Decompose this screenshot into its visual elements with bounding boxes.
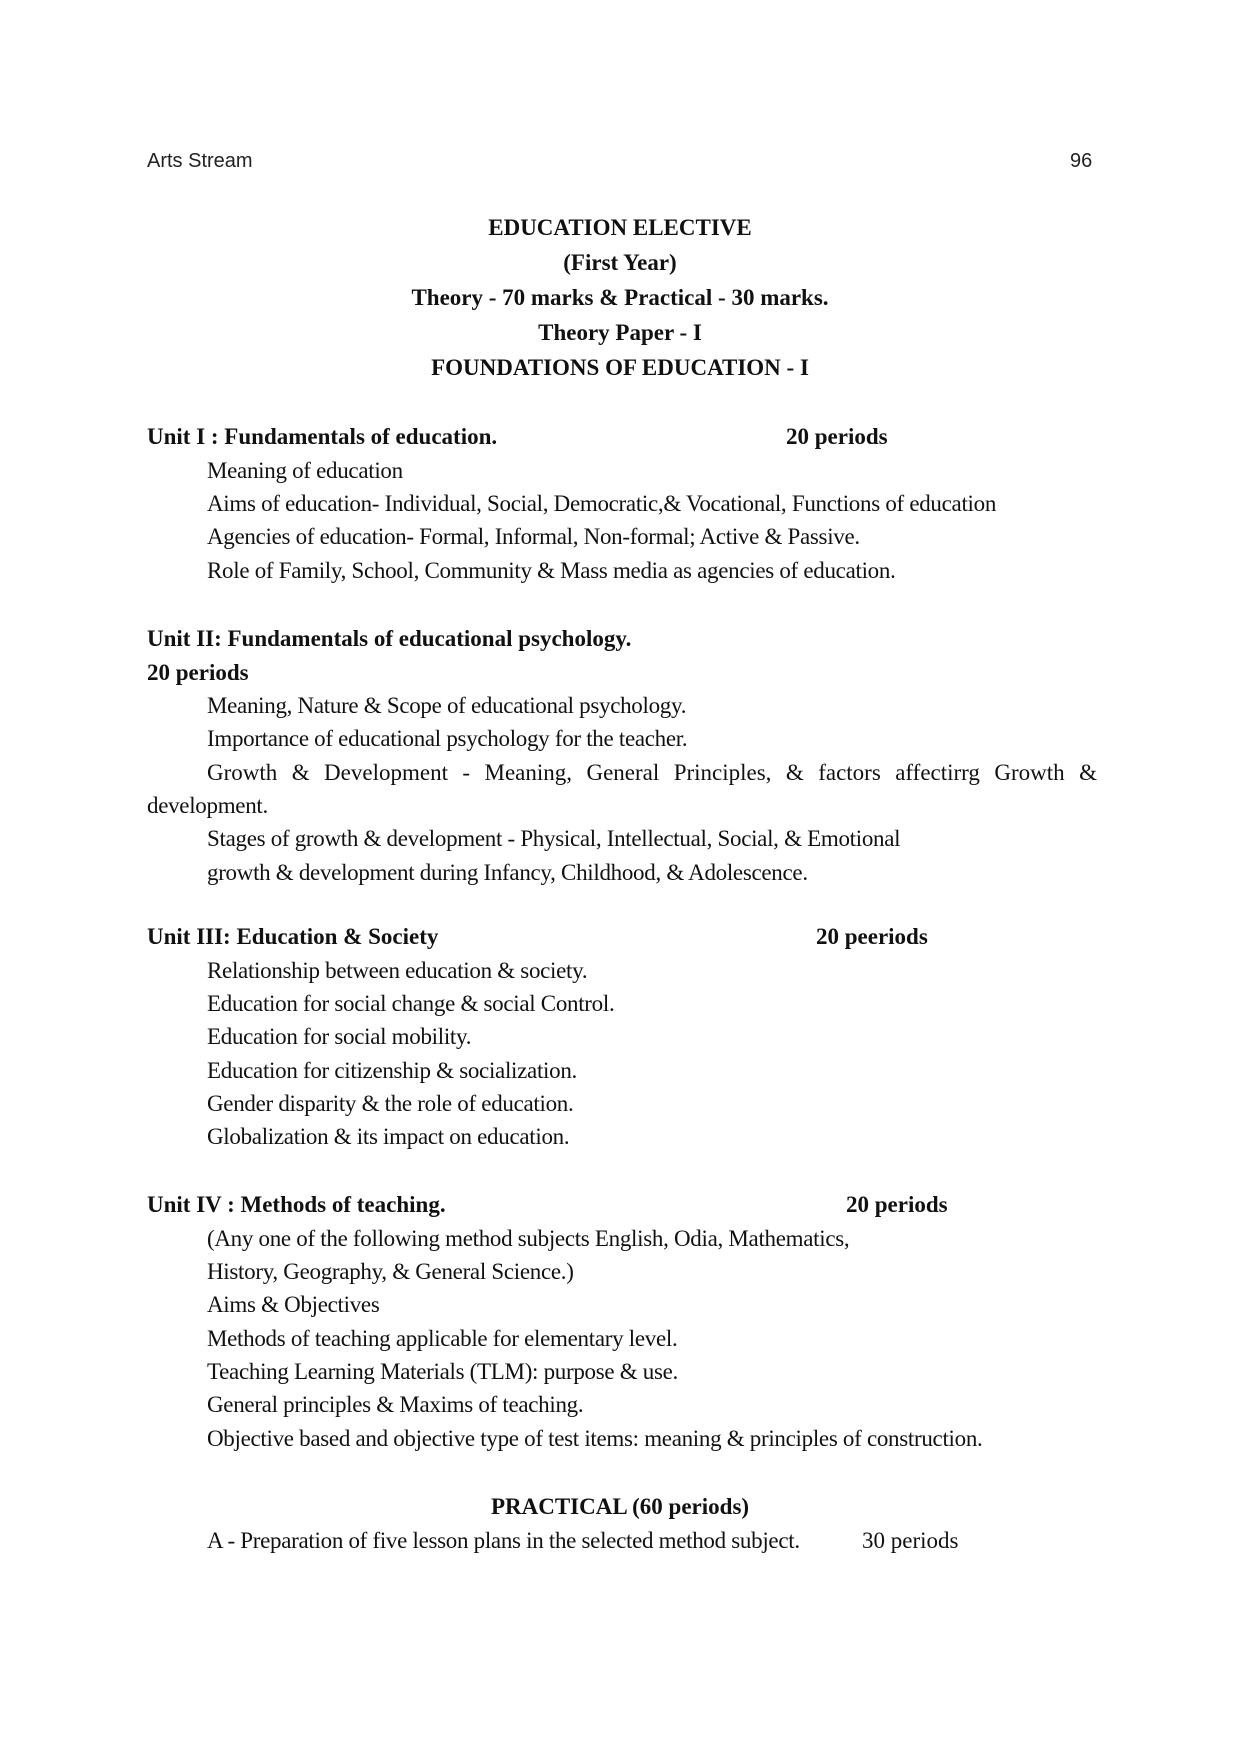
unit-2-growth-line [207,760,1097,786]
unit-1-item: Aims of education- Individual, Social, Democratic,& Vocational, Functions of education [207,491,997,516]
unit-4-heading: Unit IV : Methods of teaching. [147,1192,446,1217]
unit-4-item: Objective based and objective type of test items: meaning & principles of construction. [207,1426,983,1451]
word: - [462,760,471,785]
unit-2-periods: 20 periods [147,660,249,685]
word: Growth [994,760,1065,785]
unit-4-item: Teaching Learning Materials (TLM): purpose & use. [207,1359,679,1384]
unit-3-item: Education for social mobility. [207,1024,472,1049]
unit-3-item: Globalization & its impact on education. [207,1124,570,1149]
unit-3-periods: 20 peeriods [816,924,928,949]
unit-2-growth-continuation: development. [147,793,268,818]
unit-2-heading: Unit II: Fundamentals of educational psychology. [147,626,632,651]
word: Principles, [673,760,772,785]
marks-distribution: Theory - 70 marks & Practical - 30 marks. [411,285,829,310]
unit-4-periods: 20 periods [846,1192,948,1217]
unit-1-heading: Unit I : Fundamentals of education. [147,424,498,449]
unit-3-item: Education for social change & social Control. [207,991,615,1016]
word: General [586,760,660,785]
word: affectirrg [895,760,980,785]
unit-4-item: Aims & Objectives [207,1292,380,1317]
unit-3-item: Gender disparity & the role of education. [207,1091,574,1116]
word: Meaning, [484,760,573,785]
unit-2-item: Importance of educational psychology for the teacher. [207,726,688,751]
unit-1-periods: 20 periods [786,424,888,449]
practical-heading: PRACTICAL (60 periods) [490,1494,750,1519]
word: & [1079,760,1097,785]
unit-4-item: (Any one of the following method subjects English, Odia, Mathematics, [207,1226,850,1251]
unit-4-item: History, Geography, & General Science.) [207,1259,574,1284]
unit-3-item: Education for citizenship & socialization. [207,1058,577,1083]
word: Growth [207,760,278,785]
course-year: (First Year) [563,250,677,275]
unit-2-item: Meaning, Nature & Scope of educational psychology. [207,693,687,718]
unit-1-item: Agencies of education- Formal, Informal, Non-formal; Active & Passive. [207,524,860,549]
unit-4-item: General principles & Maxims of teaching. [207,1392,584,1417]
page-number: 96 [1070,150,1093,172]
unit-4-item: Methods of teaching applicable for elementary level. [207,1326,678,1351]
unit-3-heading: Unit III: Education & Society [147,924,439,949]
course-title: EDUCATION ELECTIVE [488,215,752,240]
unit-3-item: Relationship between education & society. [207,958,588,983]
practical-item-a: A - Preparation of five lesson plans in the selected method subject. [207,1528,800,1553]
unit-1-item: Meaning of education [207,458,403,483]
practical-item-a-periods: 30 periods [862,1528,959,1553]
unit-1-item: Role of Family, School, Community & Mass media as agencies of education. [207,558,896,583]
paper-subject: FOUNDATIONS OF EDUCATION - I [431,355,809,380]
word: Development [324,760,448,785]
word: & [785,760,804,785]
unit-2-item: Stages of growth & development - Physical, Intellectual, Social, & Emotional [207,826,901,851]
word: factors [818,760,881,785]
paper-title: Theory Paper - I [538,320,702,345]
unit-2-item: growth & development during Infancy, Childhood, & Adolescence. [207,860,808,885]
running-header-stream: Arts Stream [147,150,253,172]
word: & [291,760,310,785]
